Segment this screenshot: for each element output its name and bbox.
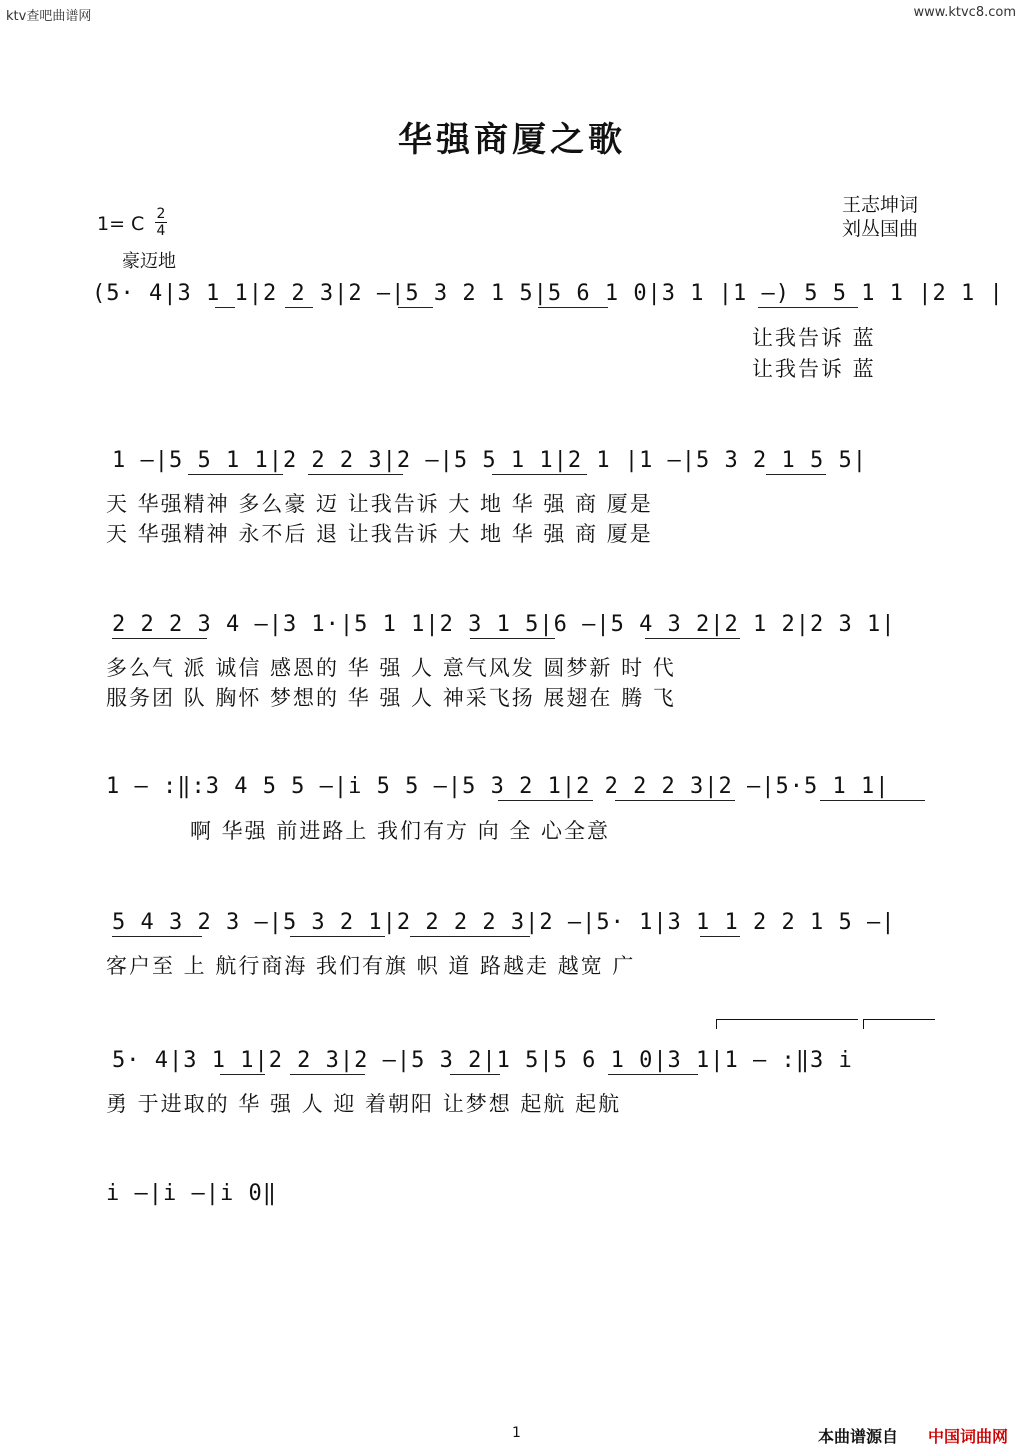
lyrics-verse-2: 让我告诉 蓝: [752, 357, 876, 381]
composer-credit: 刘丛国曲: [842, 218, 919, 240]
beam-underline: [758, 307, 858, 308]
lyrics-verse-1: 让我告诉 蓝: [752, 326, 876, 350]
beam-underline: [215, 307, 235, 308]
score-system-5-notes: 5 4 3 2 3 —|5 3 2 1|2 2 2 2 3|2 —|5· 1|3 1 1 2 2 1 5 —|: [112, 910, 896, 935]
time-signature-bottom: 4: [156, 223, 166, 239]
beam-underline: [608, 1074, 698, 1075]
beam-underline: [498, 800, 593, 801]
beam-underline: [220, 1074, 265, 1075]
watermark-left: ktv查吧曲谱网: [6, 9, 92, 24]
beam-underline: [538, 307, 608, 308]
beam-underline: [645, 638, 740, 639]
song-title: 华强商厦之歌: [398, 120, 626, 160]
volta-bracket-1-left: [716, 1019, 717, 1029]
beam-underline: [112, 638, 207, 639]
beam-underline: [285, 307, 313, 308]
volta-bracket-1: [716, 1019, 858, 1020]
time-signature-top: 2: [156, 206, 166, 222]
beam-underline: [492, 474, 587, 475]
tempo-marking: 豪迈地: [122, 251, 176, 272]
beam-underline: [450, 1074, 500, 1075]
beam-underline: [188, 474, 283, 475]
source-site: 中国词曲网: [928, 1427, 1009, 1446]
score-system-7-notes: i —|i —|i 0‖: [106, 1181, 277, 1206]
score-system-3-notes: 2 2 2 3 4 —|3 1·|5 1 1|2 3 1 5|6 —|5 4 3 2|2 1 2|2 3 1|: [112, 612, 896, 637]
source-label: 本曲谱源自: [818, 1427, 899, 1446]
watermark-right: www.ktvc8.com: [913, 5, 1016, 20]
beam-underline: [820, 800, 925, 801]
lyrics-verse-1: 天 华强精神 多么豪 迈 让我告诉 大 地 华 强 商 厦是: [106, 492, 653, 516]
lyrics-verse-1: 勇 于进取的 华 强 人 迎 着朝阳 让梦想 起航 起航: [106, 1092, 622, 1116]
beam-underline: [290, 936, 385, 937]
beam-underline: [112, 936, 202, 937]
beam-underline: [470, 638, 555, 639]
beam-underline: [700, 936, 740, 937]
volta-bracket-2: [863, 1019, 935, 1020]
key-signature: 1= C: [97, 213, 145, 235]
volta-bracket-2-left: [863, 1019, 864, 1029]
lyricist-credit: 王志坤词: [842, 194, 919, 216]
lyrics-verse-2: 服务团 队 胸怀 梦想的 华 强 人 神采飞扬 展翅在 腾 飞: [106, 686, 676, 710]
beam-underline: [766, 474, 826, 475]
lyrics-verse-2: 天 华强精神 永不后 退 让我告诉 大 地 华 强 商 厦是: [106, 522, 653, 546]
page-number: 1: [512, 1425, 521, 1441]
beam-underline: [615, 800, 735, 801]
beam-underline: [398, 307, 433, 308]
score-system-1-notes: (5· 4|3 1 1|2 2 3|2 —|5 3 2 1 5|5 6 1 0|3 1 |1 —) 5 5 1 1 |2 1 |: [92, 281, 1004, 306]
time-signature: [155, 207, 167, 238]
beam-underline: [290, 1074, 365, 1075]
lyrics-verse-1: 啊 华强 前进路上 我们有方 向 全 心全意: [190, 819, 611, 843]
score-system-2-notes: 1 —|5 5 1 1|2 2 2 3|2 —|5 5 1 1|2 1 |1 —|5 3 2 1 5 5|: [112, 448, 867, 473]
lyrics-verse-1: 多么气 派 诚信 感恩的 华 强 人 意气风发 圆梦新 时 代: [106, 656, 676, 680]
beam-underline: [410, 936, 530, 937]
score-system-4-notes: 1 — :‖:3 4 5 5 —|i 5 5 —|5 3 2 1|2 2 2 2 3|2 —|5·5 1 1|: [106, 774, 890, 799]
beam-underline: [308, 474, 403, 475]
score-system-6-notes: 5· 4|3 1 1|2 2 3|2 —|5 3 2|1 5|5 6 1 0|3 1|1 — :‖3 i: [112, 1048, 853, 1073]
lyrics-verse-1: 客户至 上 航行商海 我们有旗 帜 道 路越走 越宽 广: [106, 954, 636, 978]
